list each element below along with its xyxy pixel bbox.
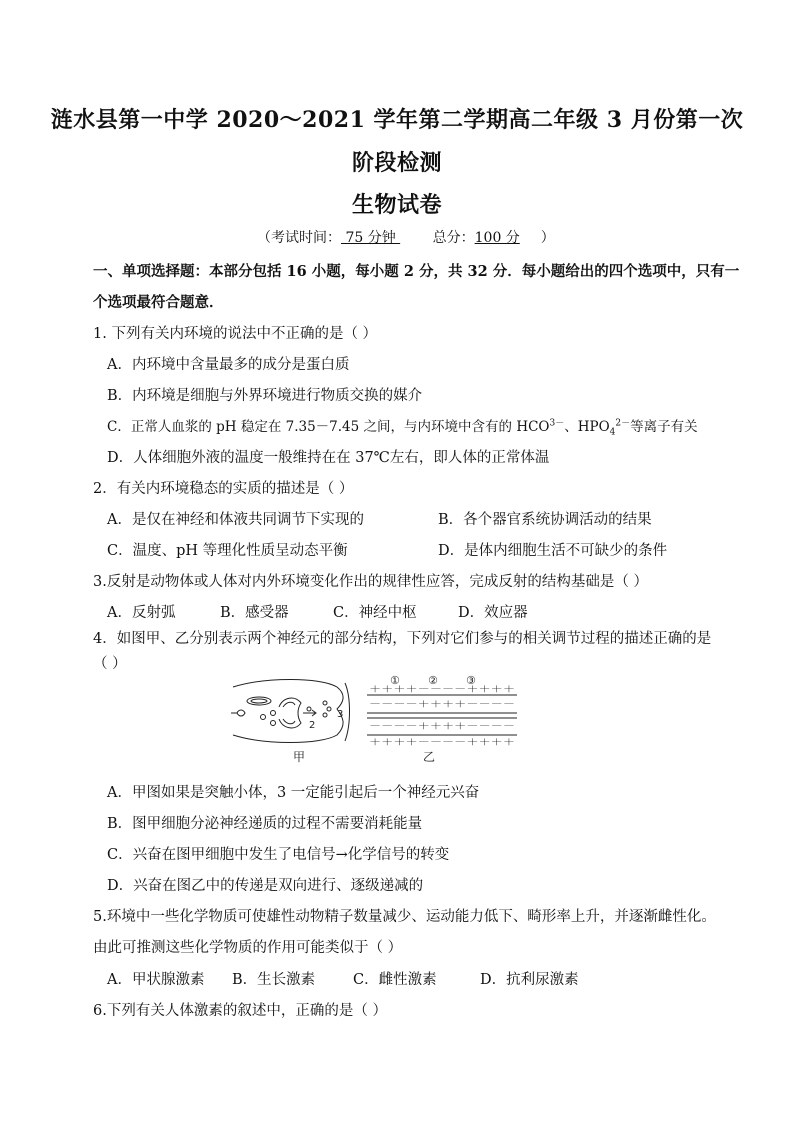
q5-stem-line1: 5.环境中一些化学物质可使雄性动物精子数量减少、运动能力低下、畸形率上升，并逐渐雌性化。 xyxy=(93,909,716,925)
q2-option-c: C．温度、pH 等理化性质呈动态平衡 xyxy=(107,543,348,559)
q4-stem-line1: 4．如图甲、乙分别表示两个神经元的部分结构，下列对它们参与的相关调节过程的描述正确的是 xyxy=(93,631,712,647)
total-label: 总分： xyxy=(432,230,475,246)
q4-option-a: A．甲图如果是突触小体，3 一定能引起后一个神经元兴奋 xyxy=(107,785,480,801)
exam-time-value: 75 分钟 xyxy=(341,230,401,246)
q1-option-c: C．正常人血浆的 pH 稳定在 7.35－7.45 之间，与内环境中含有的 $HCO^{3-}$、$HPO_4^{2-}$等离子有关 xyxy=(107,418,698,438)
q2-option-b: B．各个器官系统协调活动的结果 xyxy=(438,512,652,528)
charge-row-3: －－－－＋＋＋＋－－－－ xyxy=(369,722,515,732)
close-paren: ） xyxy=(540,230,555,246)
q3-option-a: A．反射弧 xyxy=(107,605,176,621)
q2-option-d: D．是体内细胞生活不可缺少的条件 xyxy=(438,543,668,559)
q3-stem: 3.反射是动物体或人体对内外环境变化作出的规律性应答，完成反射的结构基础是（ ） xyxy=(93,574,648,590)
figure-mark-2: 2 xyxy=(309,720,316,731)
q3-option-c: C．神经中枢 xyxy=(333,605,417,621)
q3-option-b: B．感受器 xyxy=(220,605,289,621)
figure-jia-synapse xyxy=(231,680,350,743)
q4-option-c: C．兴奋在图甲细胞中发生了电信号→化学信号的转变 xyxy=(107,847,450,863)
subject-title: 生物试卷 xyxy=(351,192,442,218)
q5-option-d: D．抗利尿激素 xyxy=(480,972,579,988)
q3-option-d: D．效应器 xyxy=(458,605,528,621)
q1-option-a: A．内环境中含量最多的成分是蛋白质 xyxy=(107,357,350,373)
q1-option-b: B．内环境是细胞与外界环境进行物质交换的媒介 xyxy=(107,388,423,404)
q5-option-a: A．甲状腺激素 xyxy=(107,972,205,988)
exam-title-line2: 阶段检测 xyxy=(351,150,442,176)
figure-num-2: ② xyxy=(428,674,438,687)
q4-stem-line2: （ ） xyxy=(93,656,127,672)
figure-label-jia: 甲 xyxy=(293,750,306,764)
neuron-figure xyxy=(225,673,525,765)
q5-option-c: C．雌性激素 xyxy=(353,972,437,988)
q2-stem: 2．有关内环境稳态的实质的描述是（ ） xyxy=(93,481,354,497)
q4-option-d: D．兴奋在图乙中的传递是双向进行、逐级递减的 xyxy=(107,878,424,894)
figure-mark-3: 3 xyxy=(337,709,344,720)
charge-row-4: ＋＋＋＋－－－－＋＋＋＋ xyxy=(369,738,515,748)
q1-option-d: D．人体细胞外液的温度一般维持在在 37℃左右，即人体的正常体温 xyxy=(107,450,550,466)
q2-option-a: A．是仅在神经和体液共同调节下实现的 xyxy=(107,512,364,528)
section1-heading-line1: 一、单项选择题：本部分包括 16 小题，每小题 2 分，共 32 分．每小题给出的四个选项中，只有一 xyxy=(93,263,740,280)
q5-stem-line2: 由此可推测这些化学物质的作用可能类似于（ ） xyxy=(93,940,403,956)
q6-stem: 6.下列有关人体激素的叙述中，正确的是（ ） xyxy=(93,1003,387,1019)
exam-info xyxy=(257,227,555,247)
figure-num-1: ① xyxy=(390,674,400,687)
total-value: 100 分 xyxy=(474,230,520,246)
charge-row-2: －－－－＋＋＋＋－－－－ xyxy=(369,700,515,710)
q5-option-b: B．生长激素 xyxy=(232,972,316,988)
exam-time-label: （考试时间： xyxy=(257,230,341,246)
figure-label-yi: 乙 xyxy=(423,750,436,764)
q1-stem: 1. 下列有关内环境的说法中不正确的是（ ） xyxy=(93,326,378,342)
exam-title-line1: 涟水县第一中学 2020～2021 学年第二学期高二年级 3 月份第一次 xyxy=(50,107,744,133)
charge-row-1: ＋＋＋＋－－－－＋＋＋＋ xyxy=(369,685,515,695)
section1-heading-line2: 个选项最符合题意． xyxy=(93,294,224,311)
q4-option-b: B．图甲细胞分泌神经递质的过程不需要消耗能量 xyxy=(107,816,423,832)
figure-num-3: ③ xyxy=(466,674,476,687)
